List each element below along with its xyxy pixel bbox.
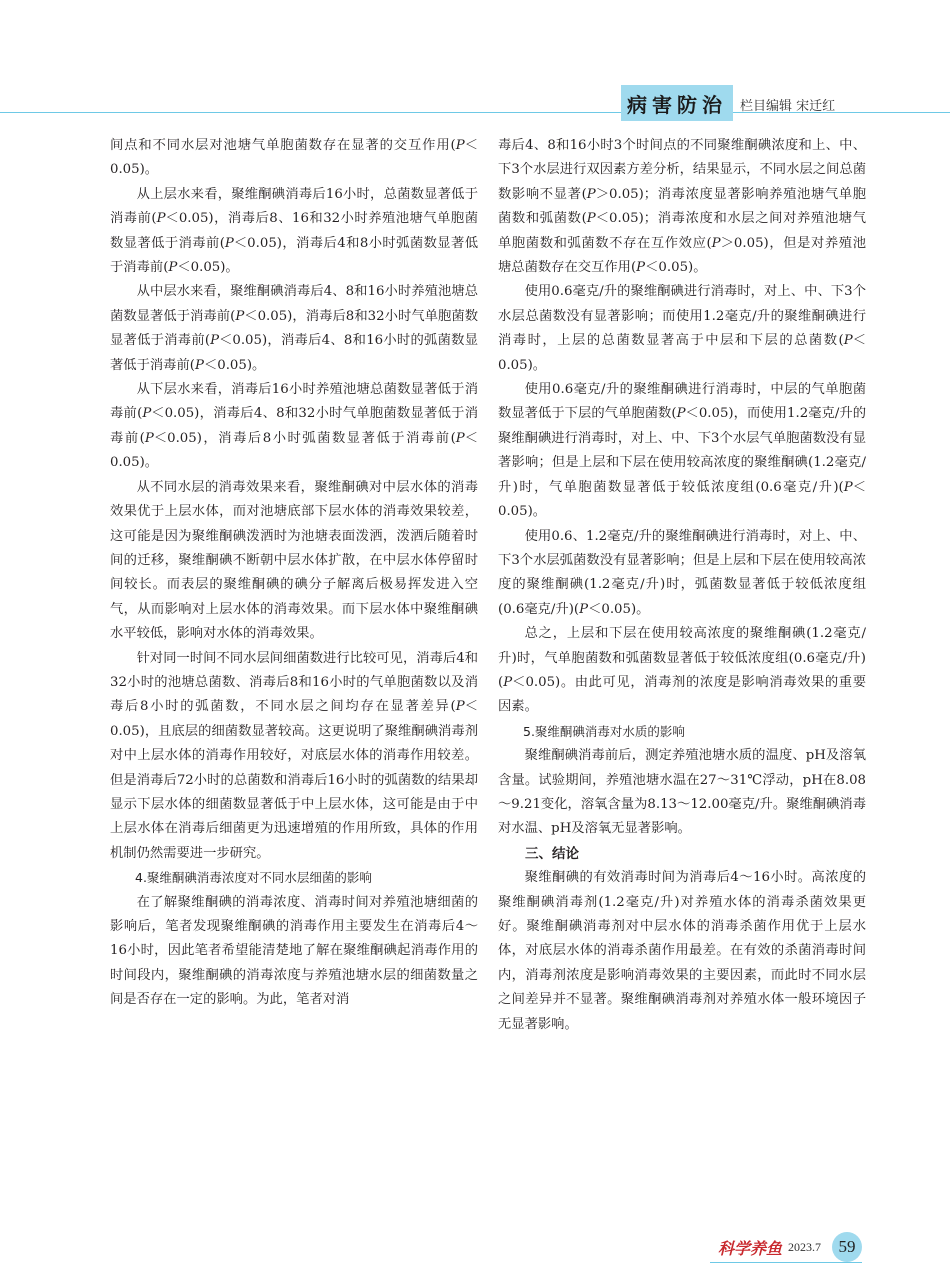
paragraph: 从上层水来看，聚维酮碘消毒后16小时，总菌数显著低于消毒前(P＜0.05)，消毒后8、16和32小时养殖池塘气单胞菌数显著低于消毒前(P＜0.05)，消毒后4和8小时弧菌数显著低于消毒前(P＜0.05)。 <box>110 186 479 276</box>
paragraph: 间点和不同水层对池塘气单胞菌数存在显著的交互作用(P＜0.05)。 <box>110 138 478 178</box>
magazine-logo: 科学养鱼 <box>718 1239 783 1258</box>
footer-rule <box>710 1262 862 1263</box>
paragraph: 使用0.6、1.2毫克/升的聚维酮碘进行消毒时，对上、中、下3个水层弧菌数没有显著影响；但是上层和下层在使用较高浓度的聚维酮碘(1.2毫克/升)时，弧菌数显著低于较低浓度组(0.6毫克/升)(P＜0.05)。 <box>498 528 866 617</box>
paragraph: 聚维酮碘的有效消毒时间为消毒后4～16小时。高浓度的聚维酮碘消毒剂(1.2毫克/升)对养殖水体的消毒杀菌效果更好。聚维酮碘消毒剂对中层水体的消毒杀菌作用优于上层水体，对底层水体的消毒杀菌作用最差。在有效的杀菌消毒时间内，消毒剂浓度是影响消毒效果的主要因素，而此时不同水层之间差异并不显著。聚维酮碘消毒剂对养殖水体一般环境因子无显著影响。 <box>498 870 866 1032</box>
paragraph: 总之，上层和下层在使用较高浓度的聚维酮碘(1.2毫克/升)时，气单胞菌数和弧菌数显著低于较低浓度组(0.6毫克/升)(P＜0.05)。由此可见，消毒剂的浓度是影响消毒效果的重要因素。 <box>498 626 866 715</box>
paragraph: 在了解聚维酮碘的消毒浓度、消毒时间对养殖池塘细菌的影响后，笔者发现聚维酮碘的消毒作用主要发生在消毒后4～16小时，因此笔者希望能清楚地了解在聚维酮碘起消毒作用的时间段内，聚维酮碘的消毒浓度与养殖池塘水层的细菌数量之间是否存在一定的影响。为此，笔者对消 <box>110 894 478 1008</box>
page-number: 59 <box>832 1232 862 1262</box>
left-column <box>110 134 478 1013</box>
page-footer <box>710 1232 860 1262</box>
paragraph: 使用0.6毫克/升的聚维酮碘进行消毒时，中层的气单胞菌数显著低于下层的气单胞菌数(P＜0.05)，而使用1.2毫克/升的聚维酮碘进行消毒时，对上、中、下3个水层气单胞菌数没有显著影响；但是上层和下层在使用较高浓度的聚维酮碘(1.2毫克/升)时，气单胞菌数显著低于较低浓度组(0.6毫克/升)(P＜0.05)。 <box>498 382 867 520</box>
paragraph: 从下层水来看，消毒后16小时养殖池塘总菌数显著低于消毒前(P＜0.05)，消毒后4、8和32小时气单胞菌数显著低于消毒前(P＜0.05)，消毒后8小时弧菌数显著低于消毒前(P＜0.05)。 <box>110 382 479 471</box>
column-editor: 栏目编辑 宋迁红 <box>740 99 836 114</box>
subsection-heading: 5.聚维酮碘消毒对水质的影响 <box>523 723 685 739</box>
paragraph: 聚维酮碘消毒前后，测定养殖池塘水质的温度、pH及溶氧含量。试验期间，养殖池塘水温在27～31℃浮动，pH在8.08～9.21变化，溶氧含量为8.13～12.00毫克/升。聚维酮碘消毒对水温、pH及溶氧无显著影响。 <box>498 748 866 837</box>
paragraph: 针对同一时间不同水层间细菌数进行比较可见，消毒后4和32小时的池塘总菌数、消毒后8和16小时的气单胞菌数以及消毒后8小时的弧菌数，不同水层之间均存在显著差异(P＜0.05)，且底层的细菌数显著较高。这更说明了聚维酮碘消毒剂对中上层水体的消毒作用较好，对底层水体的消毒作用较差。但是消毒后72小时的总菌数和消毒后16小时的弧菌数的结果却显示下层水体的细菌数显著低于中上层水体，这可能是由于中上层水体在消毒后细菌更为迅速增殖的作用所致，具体的作用机制仍然需要进一步研究。 <box>110 650 478 861</box>
paragraph: 使用0.6毫克/升的聚维酮碘进行消毒时，对上、中、下3个水层总菌数没有显著影响；而使用1.2毫克/升的聚维酮碘进行消毒时，上层的总菌数显著高于中层和下层的总菌数(P＜0.05)。 <box>498 284 866 373</box>
paragraph: 从中层水来看，聚维酮碘消毒后4、8和16小时养殖池塘总菌数显著低于消毒前(P＜0.05)，消毒后8和32小时气单胞菌数显著低于消毒前(P＜0.05)，消毒后4、8和16小时的弧菌数显著低于消毒前(P＜0.05)。 <box>110 284 479 373</box>
paragraph: 毒后4、8和16小时3个时间点的不同聚维酮碘浓度和上、中、下3个水层进行双因素方差分析，结果显示，不同水层之间总菌数影响不显著(P＞0.05)；消毒浓度显著影响养殖池塘气单胞菌数和弧菌数(P＜0.05)；消毒浓度和水层之间对养殖池塘气单胞菌数和弧菌数不存在互作效应(P＞0.05)，但是对养殖池塘总菌数存在交互作用(P＜0.05)。 <box>498 138 867 276</box>
column-title-badge: 病害防治 <box>621 85 733 121</box>
subsection-heading: 4.聚维酮碘消毒浓度对不同水层细菌的影响 <box>135 870 372 886</box>
section-heading: 三、结论 <box>525 845 579 862</box>
right-column <box>498 134 866 1037</box>
paragraph: 从不同水层的消毒效果来看，聚维酮碘对中层水体的消毒效果优于上层水体，而对池塘底部下层水体的消毒效果较差，这可能是因为聚维酮碘泼洒时为池塘表面泼洒，泼洒后随着时间的迁移，聚维酮碘不断朝中层水体扩散，在中层水体停留时间较长。而表层的聚维酮碘的碘分子解离后极易挥发进入空气，从而影响对上层水体的消毒效果。而下层水体中聚维酮碘水平较低，影响对水体的消毒效果。 <box>110 479 478 642</box>
issue-date: 2023.7 <box>788 1240 821 1254</box>
